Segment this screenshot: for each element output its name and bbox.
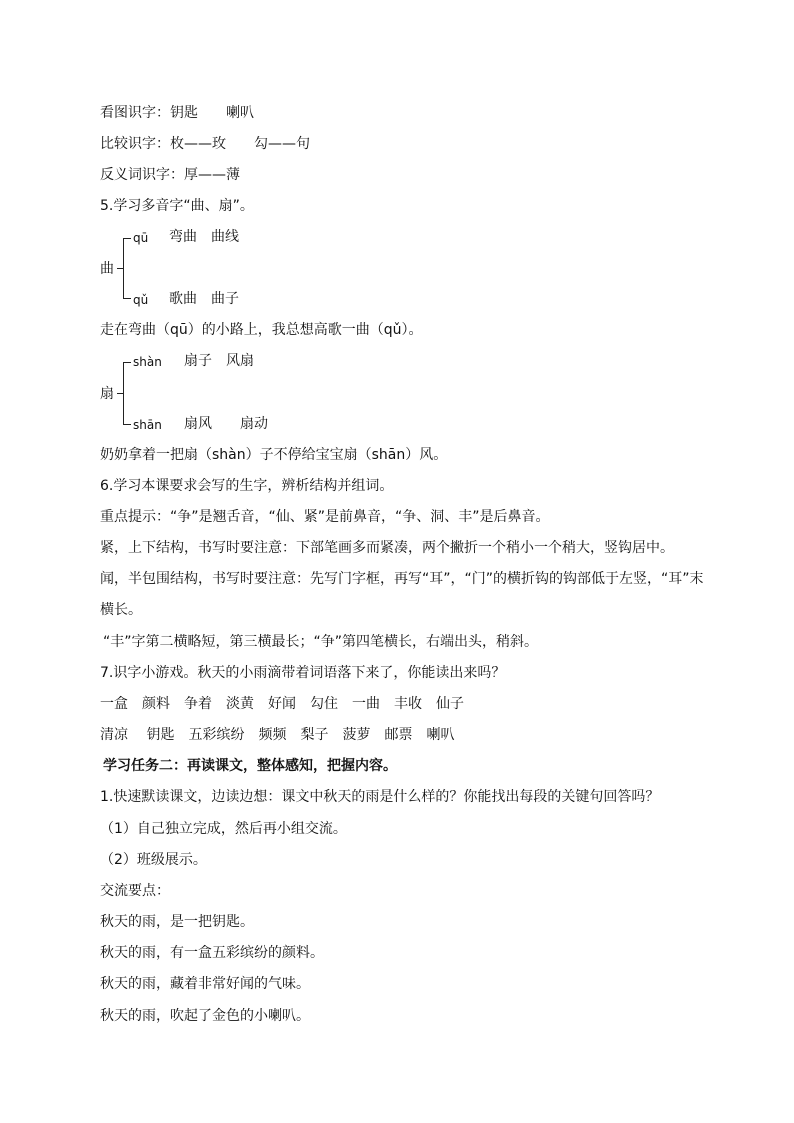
pinyin-label: qǔ [133,293,149,307]
word-list: 清凉 钥匙 五彩缤纷 频频 梨子 菠萝 邮票 喇叭 [100,727,455,743]
pinyin-label: shàn [133,355,162,369]
text-line: 交流要点： [100,883,170,899]
polyphone-char-qu: 曲 [100,261,114,277]
brace-tick [123,424,131,425]
text-line: 奶奶拿着一把扇（shàn）子不停给宝宝扇（shān）风。 [100,447,448,463]
text-line: 5.学习多音字“曲、扇”。 [100,198,254,214]
text-line: 重点提示：“争”是翘舌音，“仙、紧”是前鼻音，“争、洞、丰”是后鼻音。 [100,509,550,525]
text-line: 6.学习本课要求会写的生字，辨析结构并组词。 [100,478,394,494]
word-group: 扇子 风扇 [184,353,254,369]
word-group: 弯曲 曲线 [169,229,239,245]
pinyin-label: qū [133,231,149,245]
section-heading: 学习任务二：再读课文，整体感知，把握内容。 [103,758,397,774]
text-line: 反义词识字：厚——薄 [100,167,240,183]
brace-line [123,238,124,298]
text-line: 比较识字：枚——玫 勾——句 [100,136,310,152]
word-group: 扇风 扇动 [184,416,268,432]
brace-mid [117,268,123,269]
text-line: 横长。 [100,602,142,618]
brace-tick [123,238,131,239]
polyphone-char-shan: 扇 [100,386,114,402]
pinyin-label: shān [133,418,162,432]
text-line: 7.识字小游戏。秋天的小雨滴带着词语落下来了，你能读出来吗？ [100,665,506,681]
word-list: 一盒 颜料 争着 淡黄 好闻 勾住 一曲 丰收 仙子 [100,696,464,712]
text-line: 秋天的雨，有一盒五彩缤纷的颜料。 [100,945,324,961]
brace-tick [123,362,131,363]
text-line: 闻，半包围结构，书写时要注意：先写门字框，再写“耳”，“门”的横折钩的钩部低于左竖，“耳”末 [100,571,704,587]
text-line: 看图识字：钥匙 喇叭 [100,105,254,121]
text-line: 秋天的雨，藏着非常好闻的气味。 [100,976,310,992]
word-group: 歌曲 曲子 [169,291,239,307]
text-line: 秋天的雨，吹起了金色的小喇叭。 [100,1008,310,1024]
text-line: 1.快速默读课文，边读边想：课文中秋天的雨是什么样的？你能找出每段的关键句回答吗？ [100,789,660,805]
brace-tick [123,298,131,299]
text-line: 秋天的雨，是一把钥匙。 [100,914,254,930]
text-line: 紧，上下结构，书写时要注意：下部笔画多而紧凑，两个撇折一个稍小一个稍大，竖钩居中。 [100,540,674,556]
brace-mid [117,393,123,394]
text-line: （2）班级展示。 [100,852,207,868]
text-line: （1）自己独立完成，然后再小组交流。 [100,821,347,837]
text-line: “丰”字第二横略短，第三横最长；“争”第四笔横长，右端出头，稍斜。 [103,634,539,650]
brace-line [123,362,124,424]
text-line: 走在弯曲（qū）的小路上，我总想高歌一曲（qǔ）。 [100,322,423,338]
